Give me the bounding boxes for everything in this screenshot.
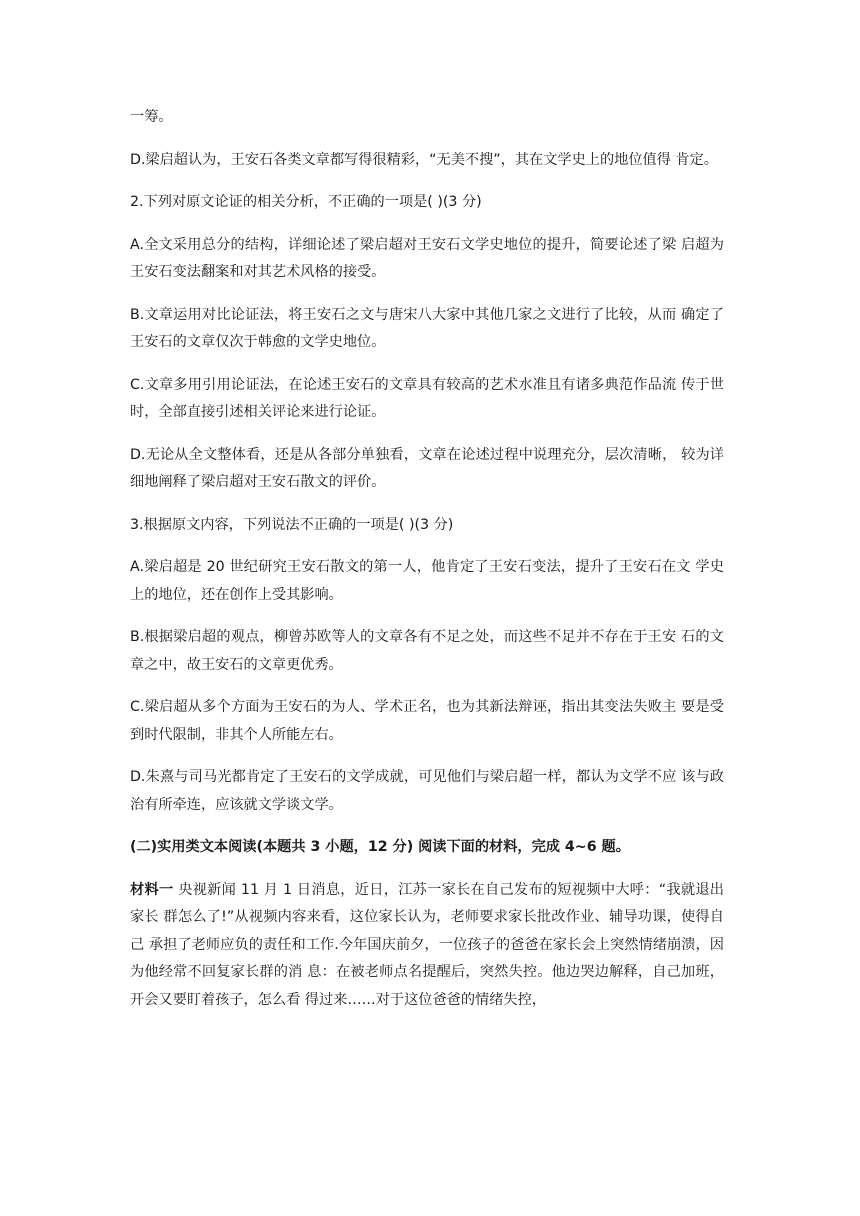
question-2: 2.下列对原文论证的相关分析，不正确的一项是( )(3 分) <box>130 194 482 210</box>
document-page <box>130 104 724 1029</box>
material-one-label: 材料一 <box>130 881 174 898</box>
q1-option-d: D.梁启超认为，王安石各类文章都写得很精彩，“无美不搜”，其在文学史上的地位值得 肯定。 <box>130 151 718 168</box>
q3-option-d: D.朱熹与司马光都肯定了王安石的文学成就，可见他们与梁启超一样，都认为文学不应 该与政治有所牵连，应该就文学谈文学。 <box>130 769 724 813</box>
q2-option-d: D.无论从全文整体看，还是从各部分单独看，文章在论述过程中说理充分，层次清晰， 较为详细地阐释了梁启超对王安石散文的评价。 <box>130 446 724 490</box>
q2-option-a: A.全文采用总分的结构，详细论述了梁启超对王安石文学史地位的提升，简要论述了梁 启超为王安石变法翻案和对其艺术风格的接受。 <box>130 236 724 280</box>
paragraph-continuation: 一筹。 <box>130 109 173 125</box>
material-one-paragraph <box>130 877 724 1015</box>
q3-option-b: B.根据梁启超的观点，柳曾苏欧等人的文章各有不足之处，而这些不足并不存在于王安 石的文章之中，故王安石的文章更优秀。 <box>130 629 724 673</box>
material-one-text: 央视新闻 11 月 1 日消息，近日，江苏一家长在自己发布的短视频中大呼：“我就退出家长 群怎么了!”从视频内容来看，这位家长认为，老师要求家长批改作业、辅导功课，使得自己 承担了老师应负的责任和工作.今年国庆前夕，一位孩子的爸爸在家长会上突然情绪崩溃，因为他经常不回复家长群的消 息：在被老师点名提醒后，突然失控。他边哭边解释，自己加班，开会又要盯着孩子，怎么看 得过来……对于这位爸爸的情绪失控， <box>130 881 724 1008</box>
q3-option-c: C.梁启超从多个方面为王安石的为人、学术正名，也为其新法辩诬，指出其变法失败主 要是受到时代限制，非其个人所能左右。 <box>130 699 724 743</box>
question-3: 3.根据原文内容，下列说法不正确的一项是( )(3 分) <box>130 516 454 533</box>
q2-option-c: C.文章多用引用论证法，在论述王安石的文章具有较高的艺术水准且有诸多典范作品流 传于世时，全部直接引述相关评论来进行论证。 <box>130 376 724 420</box>
q2-option-b: B.文章运用对比论证法，将王安石之文与唐宋八大家中其他几家之文进行了比较，从而 确定了王安石的文章仅次于韩愈的文学史地位。 <box>130 306 724 350</box>
section-heading: (二)实用类文本阅读(本题共 3 小题，12 分) 阅读下面的材料，完成 4~6 题。 <box>130 839 630 855</box>
q3-option-a: A.梁启超是 20 世纪研究王安石散文的第一人，他肯定了王安石变法，提升了王安石在文 学史上的地位，还在创作上受其影响。 <box>130 559 724 603</box>
